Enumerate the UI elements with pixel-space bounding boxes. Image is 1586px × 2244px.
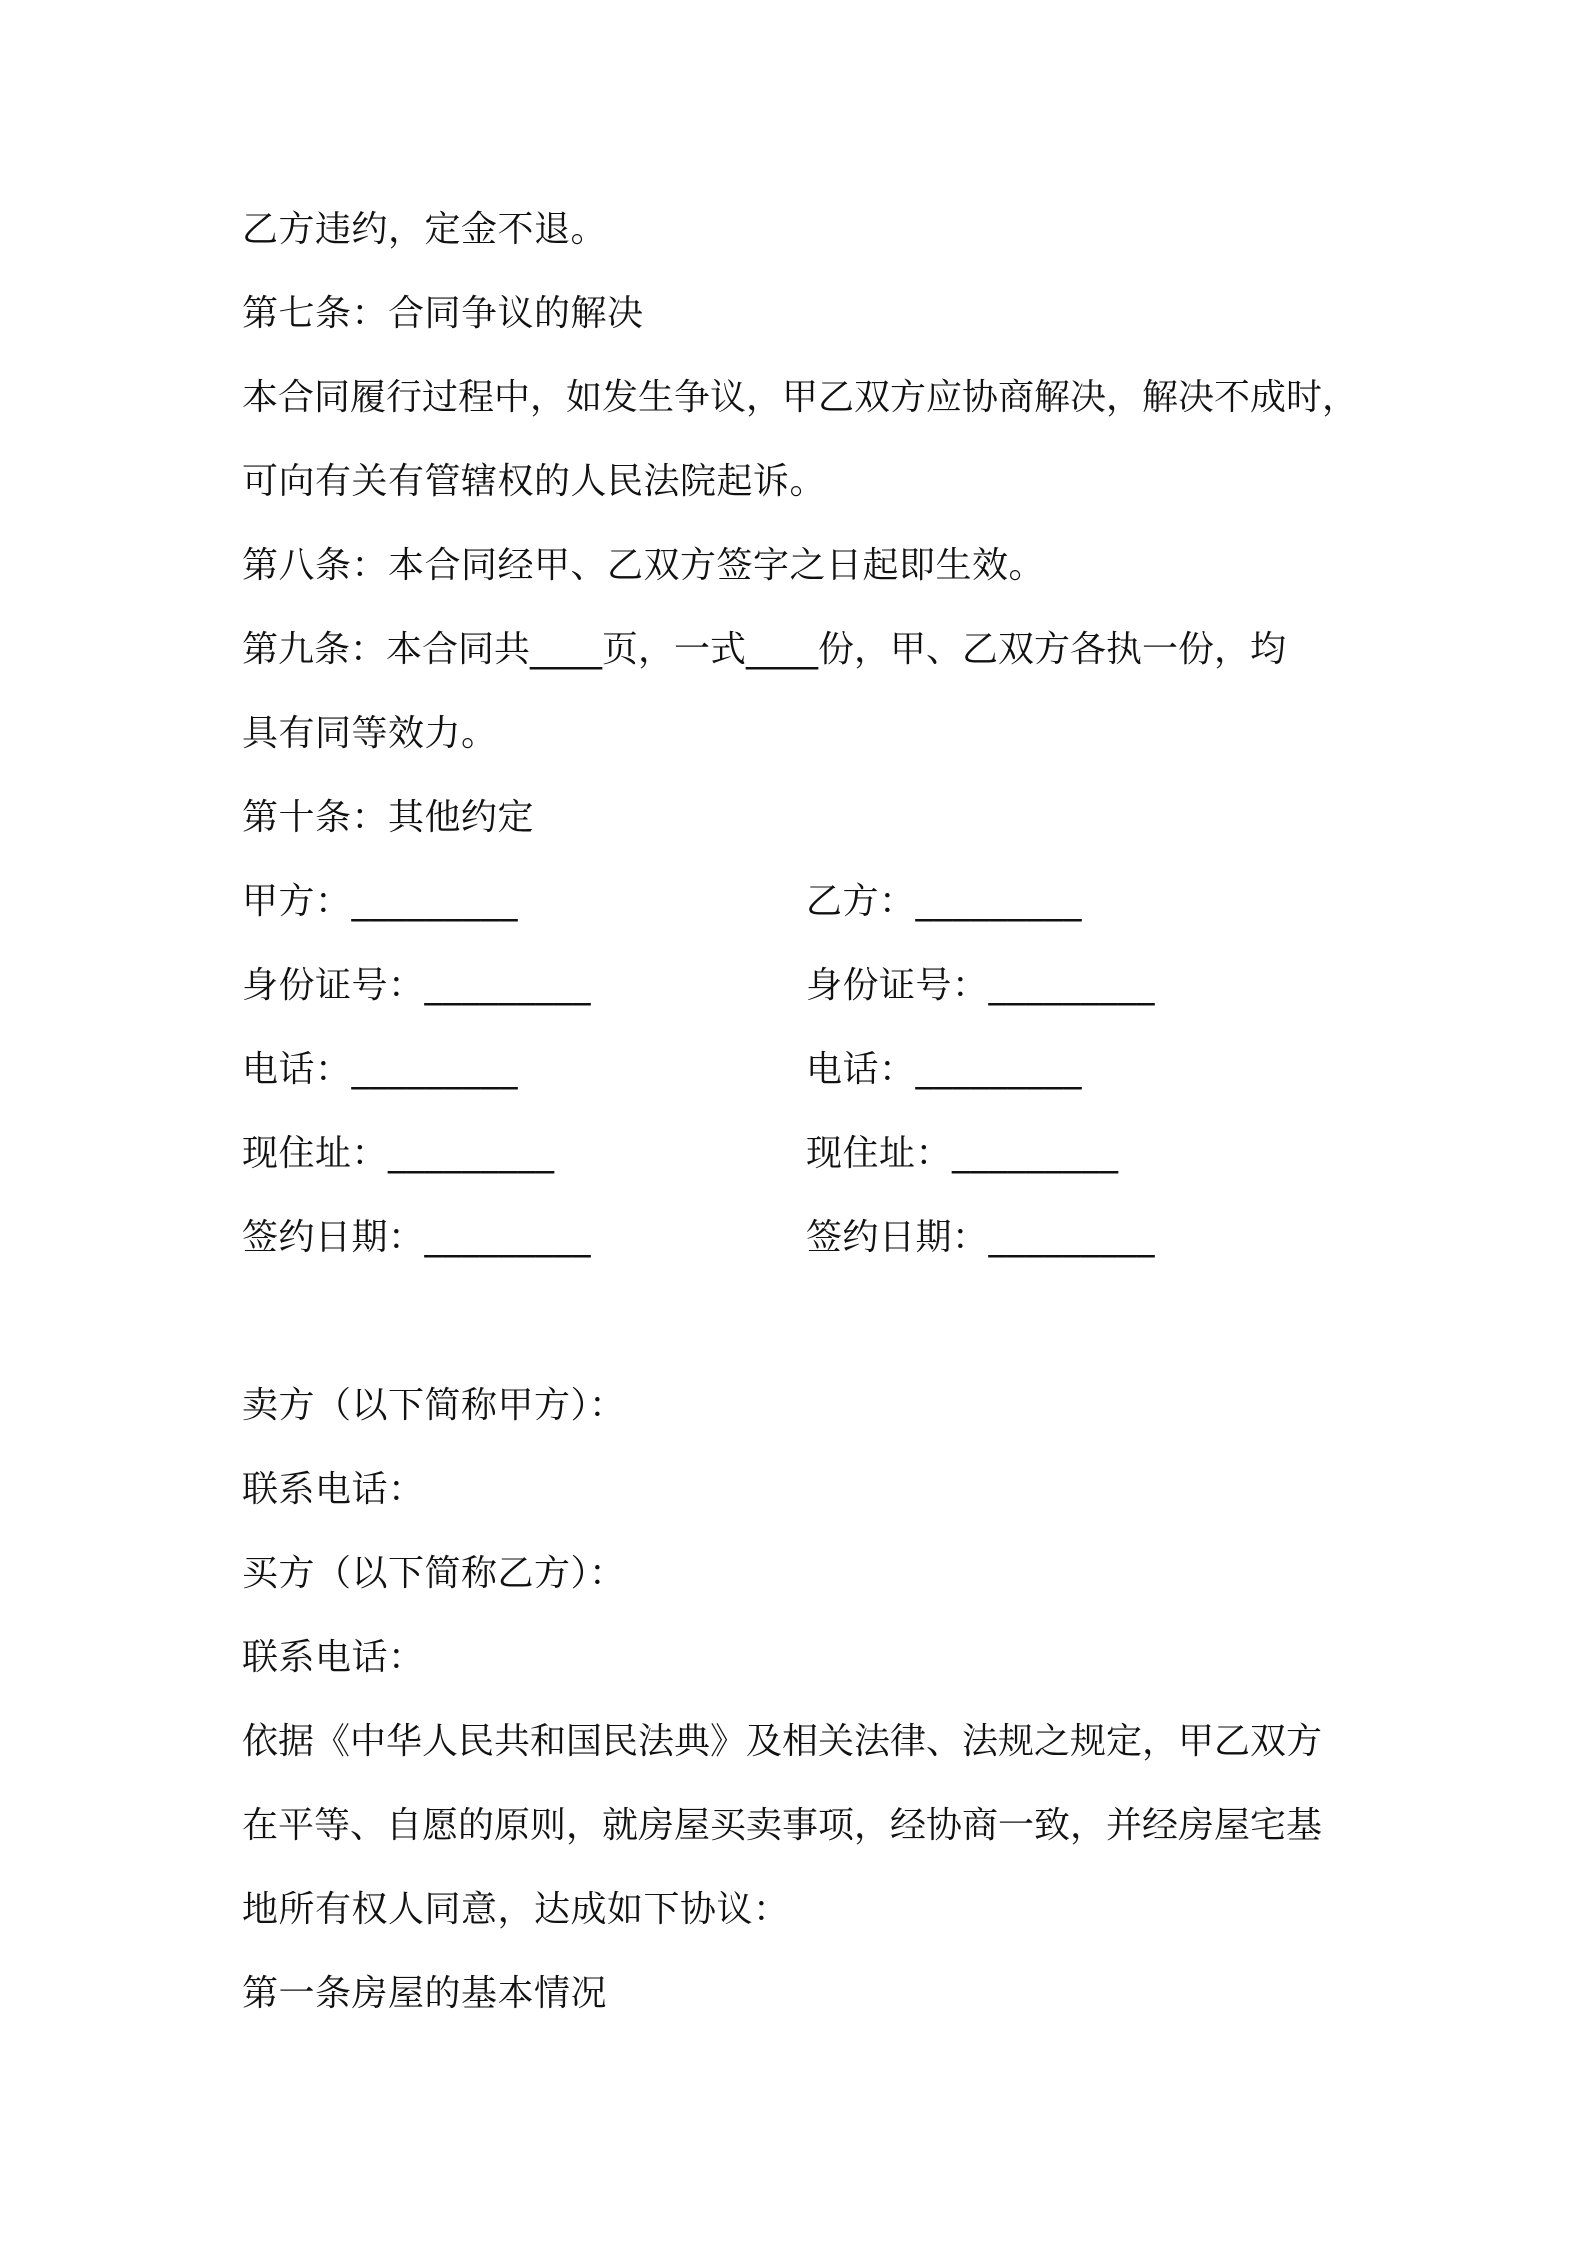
party-b-date-field: 签约日期：_________ [806, 1217, 1156, 1258]
party-a-address-field: 现住址：_________ [242, 1133, 555, 1174]
party-b-id-field: 身份证号：_________ [806, 965, 1156, 1006]
intro-line-3: 地所有权人同意，达成如下协议： [242, 1889, 790, 1930]
party-a-date-field: 签约日期：_________ [242, 1217, 592, 1258]
buyer-phone-line: 联系电话： [242, 1637, 425, 1678]
party-b-name-field: 乙方：_________ [806, 881, 1083, 922]
intro-line-2: 在平等、自愿的原则，就房屋买卖事项，经协商一致，并经房屋宅基 [242, 1805, 1323, 1846]
party-a-id-field: 身份证号：_________ [242, 965, 592, 1006]
article-7-title: 第七条：合同争议的解决 [242, 293, 644, 334]
party-b-phone-field: 电话：_________ [806, 1049, 1083, 1090]
article-8: 第八条：本合同经甲、乙双方签字之日起即生效。 [242, 545, 1046, 586]
article-9-line-1: 第九条：本合同共____页，一式____份，甲、乙双方各执一份，均 [242, 629, 1287, 670]
paragraph-deposit: 乙方违约，定金不退。 [242, 209, 608, 250]
article-7-line-1: 本合同履行过程中，如发生争议，甲乙双方应协商解决，解决不成时， [242, 377, 1359, 418]
party-a-name-field: 甲方：_________ [242, 881, 519, 922]
seller-phone-line: 联系电话： [242, 1469, 425, 1510]
article-10-title: 第十条：其他约定 [242, 797, 535, 838]
party-a-phone-field: 电话：_________ [242, 1049, 519, 1090]
seller-line: 卖方（以下简称甲方）： [242, 1385, 626, 1426]
buyer-line: 买方（以下简称乙方）： [242, 1553, 626, 1594]
article-9-line-2: 具有同等效力。 [242, 713, 498, 754]
article-7-line-2: 可向有关有管辖权的人民法院起诉。 [242, 461, 827, 502]
intro-line-1: 依据《中华人民共和国民法典》及相关法律、法规之规定，甲乙双方 [242, 1721, 1323, 1762]
party-b-address-field: 现住址：_________ [806, 1133, 1119, 1174]
article-1-title: 第一条房屋的基本情况 [242, 1973, 608, 2014]
